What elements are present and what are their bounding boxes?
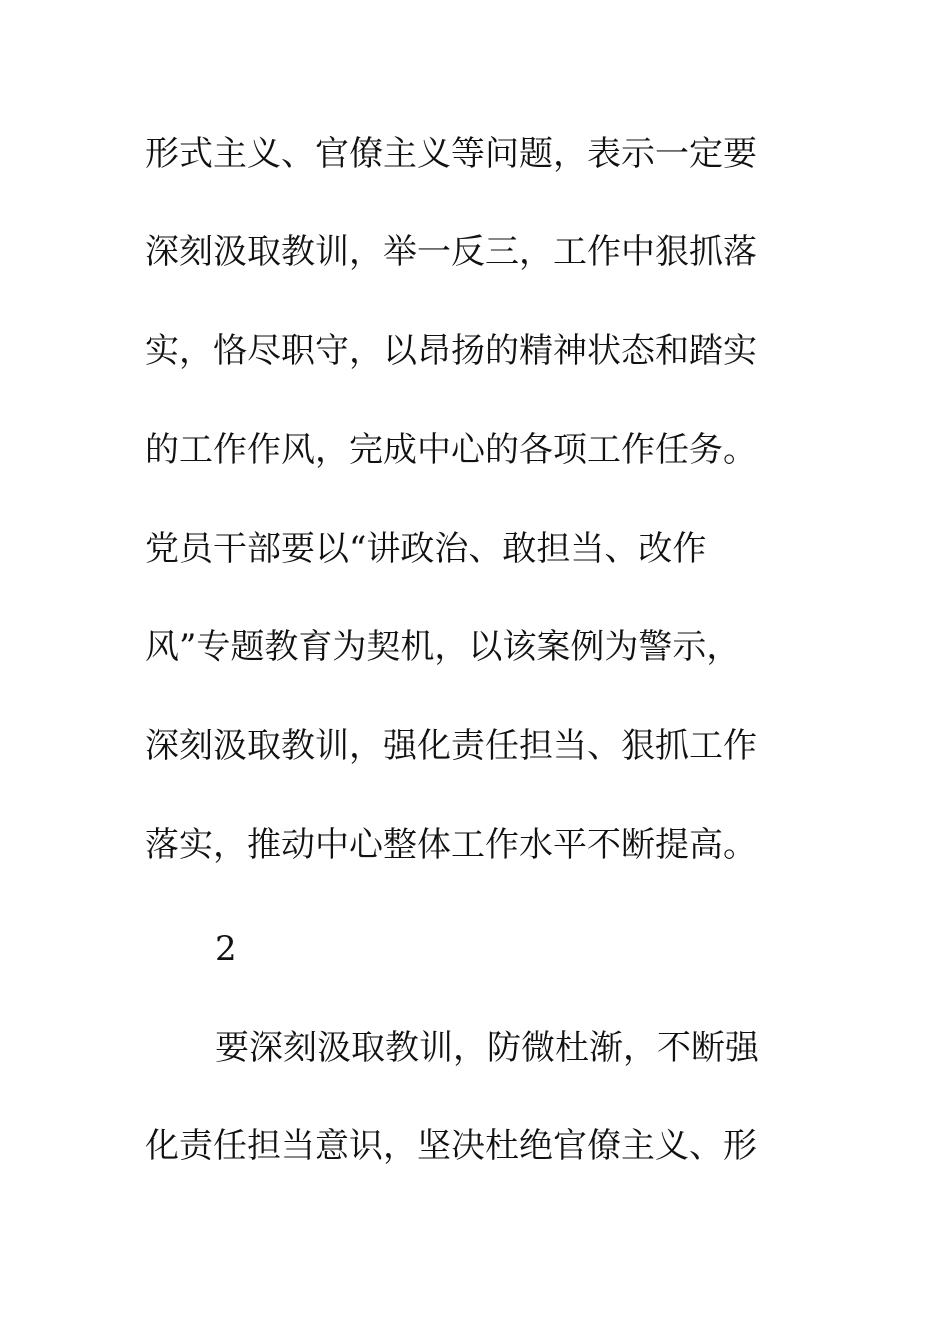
paragraph-line: 深刻汲取教训，强化责任担当、狠抓工作 bbox=[145, 726, 757, 766]
paragraph-line: 风”专题教育为契机，以该案例为警示， bbox=[145, 627, 741, 667]
paragraph-line: 党员干部要以“讲政治、敢担当、改作 bbox=[145, 529, 707, 569]
paragraph-line: 要深刻汲取教训，防微杜渐，不断强 bbox=[215, 1028, 759, 1068]
paragraph-line: 实，恪尽职守，以昂扬的精神状态和踏实 bbox=[145, 331, 757, 371]
paragraph-line: 深刻汲取教训，举一反三，工作中狠抓落 bbox=[145, 232, 757, 272]
paragraph-line: 落实，推动中心整体工作水平不断提高。 bbox=[145, 825, 757, 865]
paragraph-line: 的工作作风，完成中心的各项工作任务。 bbox=[145, 430, 757, 470]
paragraph-line: 形式主义、官僚主义等问题，表示一定要 bbox=[145, 134, 757, 174]
section-number: 2 bbox=[215, 929, 237, 969]
paragraph-line: 化责任担当意识，坚决杜绝官僚主义、形 bbox=[145, 1126, 757, 1166]
